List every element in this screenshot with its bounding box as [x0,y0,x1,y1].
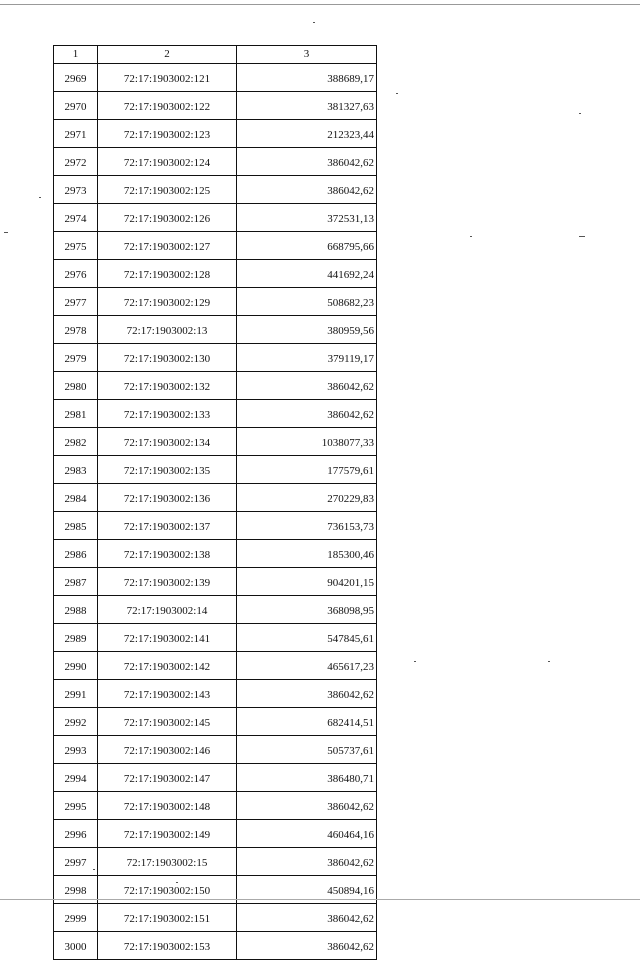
cadastral-value-cell: 380959,56 [237,316,377,344]
cadastral-value-cell: 386042,62 [237,176,377,204]
table-row [54,540,377,568]
cadastral-value-table [53,45,377,960]
cadastral-number-cell: 72:17:1903002:121 [98,64,237,92]
scan-speck [579,113,581,114]
cadastral-number-cell: 72:17:1903002:149 [98,820,237,848]
cadastral-value-cell: 508682,23 [237,288,377,316]
table-row [54,176,377,204]
scan-speck [176,882,178,883]
cadastral-number-cell: 72:17:1903002:122 [98,92,237,120]
cadastral-number-cell: 72:17:1903002:134 [98,428,237,456]
table-row [54,92,377,120]
scan-speck [39,197,41,198]
cadastral-number-cell: 72:17:1903002:136 [98,484,237,512]
cadastral-value-cell: 386480,71 [237,764,377,792]
cadastral-number-cell: 72:17:1903002:145 [98,708,237,736]
row-number-cell: 2969 [54,64,98,92]
cadastral-number-cell: 72:17:1903002:146 [98,736,237,764]
row-number-cell: 2982 [54,428,98,456]
cadastral-value-cell: 386042,62 [237,792,377,820]
table-row [54,624,377,652]
scan-speck [313,22,315,23]
cadastral-number-cell: 72:17:1903002:135 [98,456,237,484]
scan-speck [548,661,550,662]
header-row [54,46,377,64]
cadastral-value-cell: 386042,62 [237,848,377,876]
cadastral-value-cell: 379119,17 [237,344,377,372]
cadastral-number-cell: 72:17:1903002:150 [98,876,237,904]
cadastral-number-cell: 72:17:1903002:138 [98,540,237,568]
cadastral-value-cell: 441692,24 [237,260,377,288]
cadastral-value-cell: 386042,62 [237,680,377,708]
cadastral-number-cell: 72:17:1903002:142 [98,652,237,680]
row-number-cell: 2986 [54,540,98,568]
table-row [54,456,377,484]
scan-speck [4,232,8,233]
row-number-cell: 2978 [54,316,98,344]
row-number-cell: 2971 [54,120,98,148]
table-row [54,204,377,232]
table-row [54,904,377,932]
cadastral-value-cell: 460464,16 [237,820,377,848]
row-number-cell: 2992 [54,708,98,736]
row-number-cell: 2983 [54,456,98,484]
cadastral-number-cell: 72:17:1903002:128 [98,260,237,288]
cadastral-value-cell: 547845,61 [237,624,377,652]
row-number-cell: 2993 [54,736,98,764]
table-row [54,512,377,540]
scan-speck [396,93,398,94]
column-header-1: 1 [54,46,98,64]
row-number-cell: 2999 [54,904,98,932]
row-number-cell: 2970 [54,92,98,120]
table-row [54,652,377,680]
page-bottom-border [0,899,640,900]
table-row [54,708,377,736]
row-number-cell: 2972 [54,148,98,176]
cadastral-value-cell: 386042,62 [237,372,377,400]
column-header-2: 2 [98,46,237,64]
cadastral-number-cell: 72:17:1903002:139 [98,568,237,596]
cadastral-number-cell: 72:17:1903002:143 [98,680,237,708]
table-row [54,344,377,372]
row-number-cell: 2985 [54,512,98,540]
row-number-cell: 2977 [54,288,98,316]
cadastral-value-cell: 212323,44 [237,120,377,148]
row-number-cell: 2976 [54,260,98,288]
cadastral-number-cell: 72:17:1903002:129 [98,288,237,316]
cadastral-value-cell: 381327,63 [237,92,377,120]
table-row [54,792,377,820]
row-number-cell: 2998 [54,876,98,904]
row-number-cell: 2995 [54,792,98,820]
table-row [54,232,377,260]
cadastral-number-cell: 72:17:1903002:137 [98,512,237,540]
cadastral-number-cell: 72:17:1903002:124 [98,148,237,176]
cadastral-value-cell: 904201,15 [237,568,377,596]
cadastral-number-cell: 72:17:1903002:153 [98,932,237,960]
cadastral-value-cell: 270229,83 [237,484,377,512]
cadastral-value-cell: 736153,73 [237,512,377,540]
row-number-cell: 2974 [54,204,98,232]
row-number-cell: 2994 [54,764,98,792]
table-row [54,568,377,596]
cadastral-value-cell: 386042,62 [237,932,377,960]
table-row [54,260,377,288]
cadastral-number-cell: 72:17:1903002:151 [98,904,237,932]
row-number-cell: 2996 [54,820,98,848]
cadastral-number-cell: 72:17:1903002:125 [98,176,237,204]
cadastral-number-cell: 72:17:1903002:14 [98,596,237,624]
table-row [54,428,377,456]
row-number-cell: 2975 [54,232,98,260]
table-row [54,820,377,848]
cadastral-number-cell: 72:17:1903002:133 [98,400,237,428]
table-row [54,596,377,624]
table-row [54,932,377,960]
cadastral-value-cell: 177579,61 [237,456,377,484]
table-row [54,64,377,92]
table-row [54,848,377,876]
table-row [54,148,377,176]
cadastral-number-cell: 72:17:1903002:130 [98,344,237,372]
page-top-border [0,4,640,5]
cadastral-value-cell: 682414,51 [237,708,377,736]
table-row [54,372,377,400]
row-number-cell: 2984 [54,484,98,512]
scan-speck [579,236,585,237]
cadastral-number-cell: 72:17:1903002:127 [98,232,237,260]
cadastral-value-cell: 388689,17 [237,64,377,92]
row-number-cell: 2980 [54,372,98,400]
row-number-cell: 2989 [54,624,98,652]
cadastral-number-cell: 72:17:1903002:147 [98,764,237,792]
row-number-cell: 2979 [54,344,98,372]
cadastral-value-cell: 368098,95 [237,596,377,624]
cadastral-value-cell: 505737,61 [237,736,377,764]
table-row [54,484,377,512]
cadastral-value-cell: 386042,62 [237,148,377,176]
cadastral-number-cell: 72:17:1903002:148 [98,792,237,820]
cadastral-value-cell: 1038077,33 [237,428,377,456]
cadastral-value-cell: 450894,16 [237,876,377,904]
table-row [54,288,377,316]
table-row [54,764,377,792]
row-number-cell: 2987 [54,568,98,596]
cadastral-value-cell: 386042,62 [237,904,377,932]
row-number-cell: 2973 [54,176,98,204]
cadastral-value-cell: 386042,62 [237,400,377,428]
column-header-3: 3 [237,46,377,64]
table-header [54,46,377,64]
row-number-cell: 2997 [54,848,98,876]
table-row [54,680,377,708]
table-row [54,316,377,344]
row-number-cell: 2981 [54,400,98,428]
table-body [54,64,377,960]
cadastral-value-cell: 465617,23 [237,652,377,680]
cadastral-number-cell: 72:17:1903002:126 [98,204,237,232]
row-number-cell: 2988 [54,596,98,624]
cadastral-number-cell: 72:17:1903002:15 [98,848,237,876]
scan-speck [93,869,95,870]
cadastral-number-cell: 72:17:1903002:132 [98,372,237,400]
row-number-cell: 2990 [54,652,98,680]
cadastral-number-cell: 72:17:1903002:123 [98,120,237,148]
cadastral-value-cell: 185300,46 [237,540,377,568]
cadastral-value-cell: 668795,66 [237,232,377,260]
row-number-cell: 3000 [54,932,98,960]
scan-speck [470,236,472,237]
cadastral-number-cell: 72:17:1903002:13 [98,316,237,344]
scan-speck [414,661,416,662]
table-row [54,400,377,428]
table-row [54,120,377,148]
row-number-cell: 2991 [54,680,98,708]
cadastral-number-cell: 72:17:1903002:141 [98,624,237,652]
table-row [54,736,377,764]
cadastral-value-cell: 372531,13 [237,204,377,232]
